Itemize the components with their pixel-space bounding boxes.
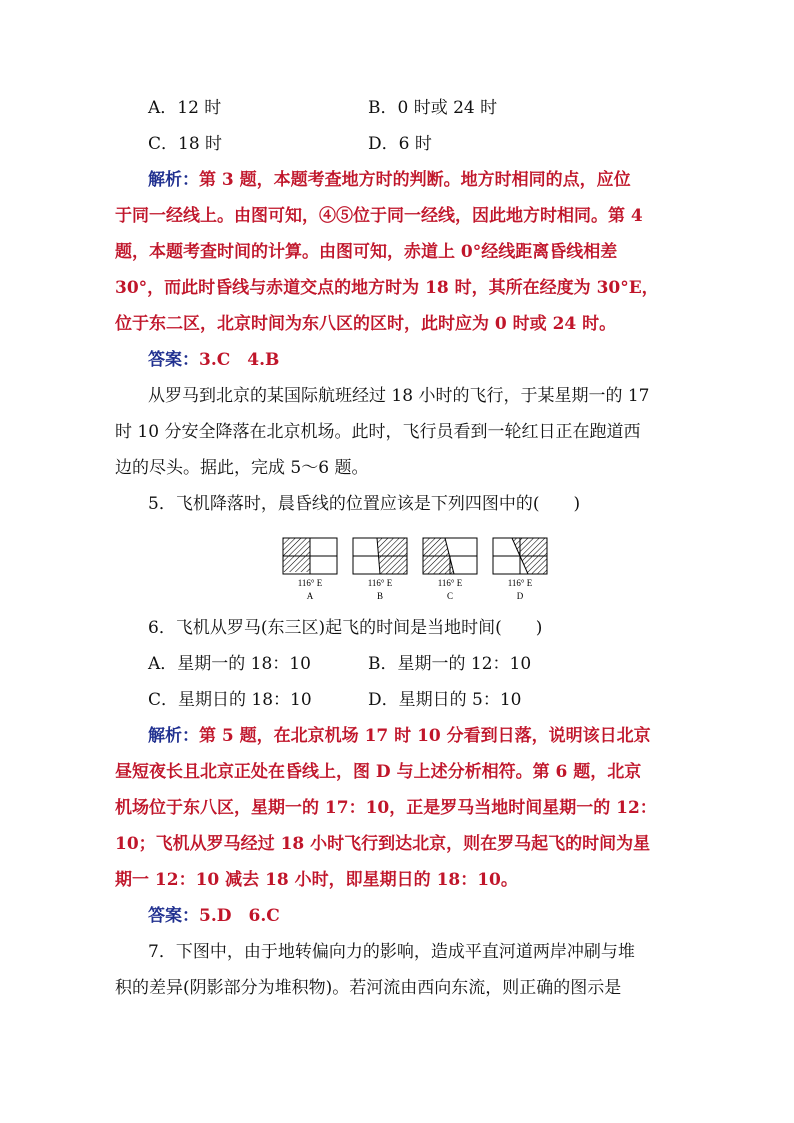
analysis1-line-2: 于同一经线上。由图可知，④⑤位于同一经线，因此地方时相同。第 4 bbox=[115, 206, 643, 226]
question-7-line-1: 7．下图中，由于地转偏向力的影响，造成平直河道两岸冲刷与堆 bbox=[148, 942, 635, 962]
analysis2-line-3: 机场位于东八区，星期一的 17：10，正是罗马当地时间星期一的 12： bbox=[115, 798, 657, 818]
figure-d-meridian-label: 116° E bbox=[507, 578, 533, 588]
figure-b-letter: B bbox=[376, 591, 384, 601]
analysis1-line-3: 题，本题考查时间的计算。由图可知，赤道上 0°经线距离昏线相差 bbox=[115, 242, 618, 262]
stem-line-2: 时 10 分安全降落在北京机场。此时，飞行员看到一轮红日正在跑道西 bbox=[115, 422, 641, 442]
analysis1-line-1: 解析：第 3 题，本题考查地方时的判断。地方时相同的点，应位 bbox=[148, 170, 631, 190]
figure-a-letter: A bbox=[306, 591, 314, 601]
stem-line-1: 从罗马到北京的某国际航班经过 18 小时的飞行，于某星期一的 17 bbox=[148, 386, 650, 406]
figure-panel-d bbox=[493, 538, 547, 601]
figure-b-meridian-label: 116° E bbox=[367, 578, 393, 588]
analysis2-line-4: 10；飞机从罗马经过 18 小时飞行到达北京，则在罗马起飞的时间为星 bbox=[115, 834, 651, 854]
q6-option-b: B．星期一的 12：10 bbox=[368, 654, 532, 674]
analysis1-line-4: 30°，而此时昏线与赤道交点的地方时为 18 时，其所在经度为 30°E， bbox=[115, 278, 659, 298]
q6-option-c: C．星期日的 18：10 bbox=[148, 690, 312, 710]
analysis2-line-5: 期一 12：10 减去 18 小时，即星期日的 18：10。 bbox=[115, 870, 518, 890]
answer2-value: 5.D 6.C bbox=[199, 906, 280, 926]
q6-option-d: D．星期日的 5：10 bbox=[368, 690, 522, 710]
q3-option-b: B．0 时或 24 时 bbox=[368, 98, 498, 118]
figure-c-meridian-label: 116° E bbox=[437, 578, 463, 588]
figure-panel-b bbox=[353, 538, 407, 601]
analysis2-line-1: 解析：第 5 题，在北京机场 17 时 10 分看到日落，说明该日北京 bbox=[148, 726, 651, 746]
question-5: 5．飞机降落时，晨昏线的位置应该是下列四图中的( ) bbox=[148, 494, 581, 514]
figure-c-letter: C bbox=[446, 591, 454, 601]
answer1-value: 3.C 4.B bbox=[199, 350, 280, 370]
analysis1-line-5: 位于东二区，北京时间为东八区的区时，此时应为 0 时或 24 时。 bbox=[115, 314, 617, 334]
answer2 bbox=[148, 898, 685, 934]
stem-line-3: 边的尽头。据此，完成 5～6 题。 bbox=[115, 458, 369, 478]
question-7-line-2: 积的差异(阴影部分为堆积物)。若河流由西向东流，则正确的图示是 bbox=[115, 978, 622, 998]
terminator-figure bbox=[280, 536, 550, 608]
q3-option-c: C．18 时 bbox=[148, 134, 223, 154]
answer1 bbox=[148, 342, 685, 378]
q6-option-a: A．星期一的 18：10 bbox=[148, 654, 311, 674]
figure-panel-c bbox=[423, 538, 477, 601]
figure-d-letter: D bbox=[516, 591, 524, 601]
figure-panel-a bbox=[283, 538, 337, 601]
q3-option-d: D．6 时 bbox=[368, 134, 432, 154]
figure-a-meridian-label: 116° E bbox=[297, 578, 323, 588]
analysis1-label: 解析： bbox=[148, 170, 199, 190]
answer2-label: 答案： bbox=[148, 906, 199, 926]
q3-option-a: A．12 时 bbox=[148, 98, 222, 118]
answer1-label: 答案： bbox=[148, 350, 199, 370]
analysis2-label: 解析： bbox=[148, 726, 199, 746]
question-6: 6．飞机从罗马(东三区)起飞的时间是当地时间( ) bbox=[148, 618, 543, 638]
analysis2-line-2: 昼短夜长且北京正处在昏线上，图 D 与上述分析相符。第 6 题，北京 bbox=[115, 762, 642, 782]
